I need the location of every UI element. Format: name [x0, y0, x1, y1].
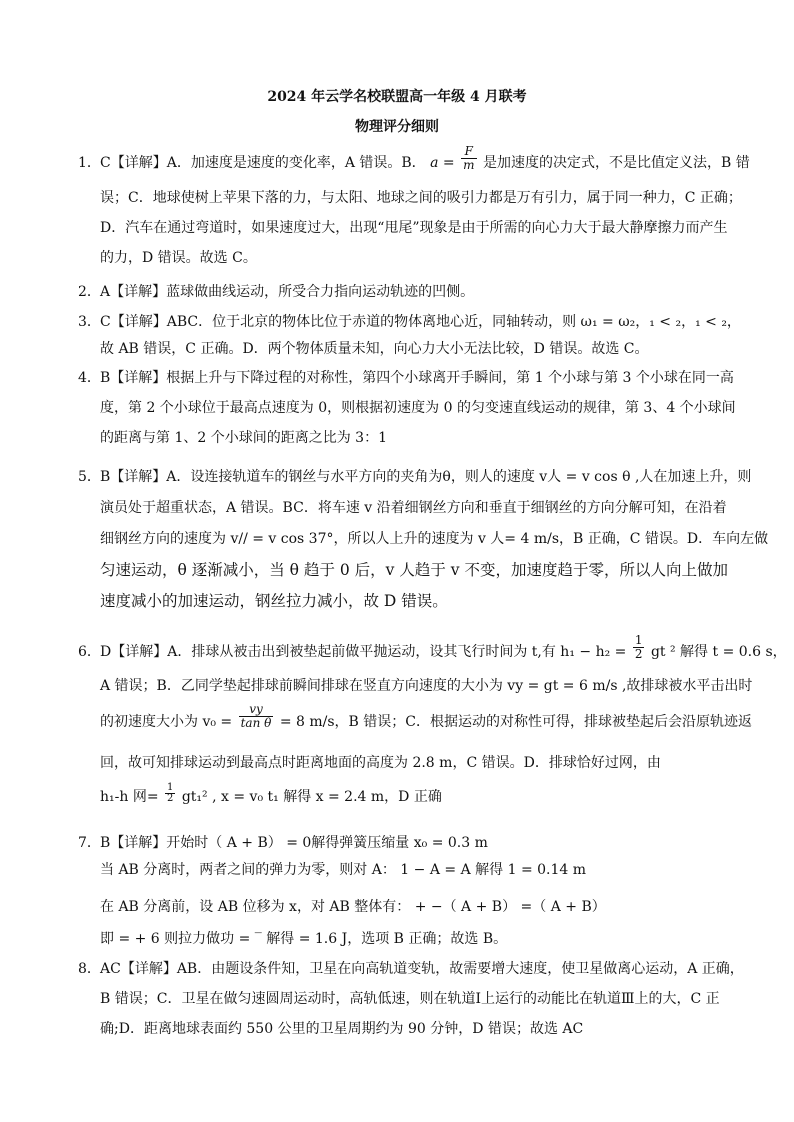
answer-number: 8． [78, 961, 101, 977]
answer-text: C【详解】A．加速度是速度的变化率，A 错误。B． [100, 155, 426, 171]
answer-line: B【详解】根据上升与下降过程的对称性，第四个小球离开手瞬间，第 1 个小球与第 3 个小球在同一高 [100, 370, 734, 386]
answer-line: A 错误；B．乙同学垫起排球前瞬间排球在竖直方向速度的大小为 vy = gt = 6 m/s ,故排球被水平击出时 [100, 678, 753, 694]
answer-line: B【详解】A．设连接轨道车的钢丝与水平方向的夹角为θ，则人的速度 v人 = v cos θ ,人在加速上升，则 [100, 469, 752, 485]
answer-line [100, 781, 720, 806]
answer-text: 的初速度大小为 v₀ = [100, 714, 233, 730]
answer-line: 演员处于超重状态，A 错误。BC．将车速 v 沿着细钢丝方向和垂直于细钢丝的方向分解可知，在沿着 [100, 500, 727, 516]
answer-line: C【详解】ABC．位于北京的物体比位于赤道的物体离地心近，同轴转动，则 ω₁ = ω₂，₁ < ₂，₁ < ₂， [100, 314, 741, 330]
answer-line: 确;D．距离地球表面约 550 公里的卫星周期约为 90 分钟，D 错误；故选 AC [100, 1021, 584, 1037]
answer-text: h₁-h 网= [100, 789, 159, 805]
answer-line: 回，故可知排球运动到最高点时距离地面的高度为 2.8 m，C 错误。D．排球恰好过网，由 [100, 755, 661, 771]
answer-line: 速度减小的加速运动，钢丝拉力减小，故 D 错误。 [100, 592, 448, 610]
answer-line [100, 632, 787, 661]
answer-line: B【详解】开始时（ A + B） = 0解得弹簧压缩量 x₀ = 0.3 m [100, 835, 488, 851]
answer-number: 4． [78, 370, 101, 386]
answer-line: 即 = + 6 则拉力做功 = ‾ 解得 = 1.6 J，选项 B 正确；故选 B。 [100, 931, 508, 947]
answer-line [100, 701, 752, 731]
answer-line: 在 AB 分离前，设 AB 位移为 x，对 AB 整体有： + −（ A + B） =（ A + B） [100, 899, 606, 915]
formula-fraction: $\frac{1}{2}$ [634, 632, 643, 661]
answer-line: 的力，D 错误。故选 C。 [100, 250, 257, 266]
answer-line: 的距离与第 1、2 个小球间的距离之比为 3：1 [100, 430, 387, 446]
answer-line: 误；C．地球使树上苹果下落的力，与太阳、地球之间的吸引力都是万有引力，属于同一种力，C 正确； [100, 190, 742, 206]
answer-text: D【详解】A．排球从被击出到被垫起前做平抛运动，设其飞行时间为 t,有 h₁ − h₂ = [100, 644, 627, 660]
formula-lhs: a = [430, 155, 455, 171]
formula-fraction: $\frac{F}{m}$ [463, 143, 475, 172]
answer-number: 1． [78, 155, 101, 171]
answer-text: gt₁² , x = v₀ t₁ 解得 x = 2.4 m，D 正确 [181, 789, 442, 805]
page-title: 2024 年云学名校联盟高一年级 4 月联考 [267, 89, 527, 105]
answer-line: 匀速运动，θ 逐渐减小，当 θ 趋于 0 后，v 人趋于 v 不变，加速度趋于零，所以人向上做加 [100, 561, 728, 579]
answer-line: 当 AB 分离时，两者之间的弹力为零，则对 A： 1 − A = A 解得 1 = 0.14 m [100, 862, 587, 878]
answer-number: 7． [78, 835, 101, 851]
answer-line: D．汽车在通过弯道时，如果速度过大，出现“甩尾”现象是由于所需的向心力大于最大静摩擦力而产生 [100, 220, 728, 236]
page-subtitle: 物理评分细则 [355, 119, 439, 135]
answer-line: B 错误；C．卫星在做匀速圆周运动时，高轨低速，则在轨道Ⅰ上运行的动能比在轨道Ⅲ上的大，C 正 [100, 991, 720, 1007]
answer-text: 是加速度的决定式，不是比值定义法，B 错 [482, 155, 750, 171]
answer-number: 2． [78, 284, 101, 300]
answer-number: 3． [78, 314, 101, 330]
answer-line: 故 AB 错误，C 正确。D．两个物体质量未知，向心力大小无法比较，D 错误。故选 C。 [100, 341, 649, 357]
answer-line: A【详解】蓝球做曲线运动，所受合力指向运动轨迹的凹侧。 [100, 284, 475, 300]
answer-number: 6． [78, 644, 101, 660]
answer-text: = 8 m/s，B 错误；C．根据运动的对称性可得，排球被垫起后会沿原轨迹返 [279, 714, 752, 730]
answer-number: 5． [78, 469, 101, 485]
answer-line [100, 143, 750, 172]
answer-line: AC【详解】AB．由题设条件知，卫星在向高轨道变轨，故需要增大速度，使卫星做离心运动，A 正确， [100, 961, 744, 977]
answer-line: 度，第 2 个小球位于最高点速度为 0，则根据初速度为 0 的匀变速直线运动的规律，第 3、4 个小球间 [100, 400, 736, 416]
formula-fraction: $\frac{1}{2}$ [167, 781, 174, 804]
formula-fraction: $\frac{vy}{\text{tan θ}}$ [240, 701, 272, 730]
answer-line: 细钢丝方向的速度为 v// = v cos 37°，所以人上升的速度为 v 人= 4 m/s，B 正确，C 错误。D．车向左做 [100, 531, 769, 547]
answer-text: gt ² 解得 t = 0.6 s， [650, 644, 787, 660]
